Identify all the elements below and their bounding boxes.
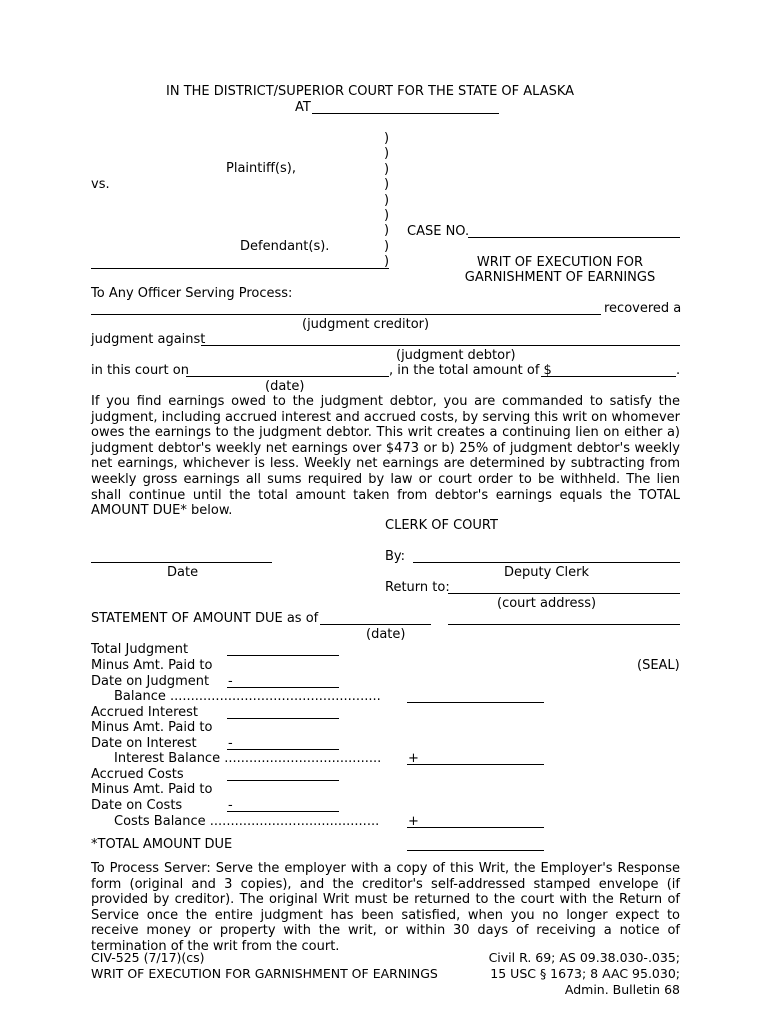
at-blank-line[interactable] [312,113,499,114]
paid-on-judgment-line[interactable] [227,687,339,688]
document-title-line1: WRIT OF EXECUTION FOR [476,255,644,270]
judgment-creditor-caption: (judgment creditor) [302,317,430,332]
document-title-line2: GARNISHMENT OF EARNINGS [464,270,656,285]
minus-paid-judgment-label: Minus Amt. Paid to [91,658,213,673]
total-amount-line[interactable] [541,376,676,377]
return-to-line[interactable] [448,593,680,594]
court-title: IN THE DISTRICT/SUPERIOR COURT FOR THE STATE OF ALASKA [166,84,575,99]
defendant-label: Defendant(s). [240,239,330,254]
citation-line2: 15 USC § 1673; 8 AAC 95.030; [490,966,680,981]
date-on-judgment-label: Date on Judgment [91,674,210,689]
date-caption: Date [167,565,199,580]
judgment-debtor-line[interactable] [201,345,680,346]
minus-sign: - [228,798,233,813]
balance-label: Balance ................................................... [114,689,381,704]
court-address-line[interactable] [448,624,680,625]
in-this-court-on-label: in this court on [91,363,189,378]
minus-sign: - [228,736,233,751]
deputy-clerk-signature-line[interactable] [413,562,680,563]
date-signed-line[interactable] [91,562,272,563]
vs-label: vs. [91,177,110,192]
court-address-caption: (court address) [497,596,597,611]
plus-sign: + [408,751,419,766]
total-amount-due-label: *TOTAL AMOUNT DUE [91,837,233,852]
clerk-of-court-label: CLERK OF COURT [385,518,498,533]
judgment-against-label: judgment against [91,332,206,347]
judgment-date-line[interactable] [186,376,389,377]
accrued-costs-line[interactable] [227,780,339,781]
at-label: AT [295,100,311,115]
interest-balance-line[interactable] [407,764,544,765]
balance-line[interactable] [407,702,544,703]
plus-sign: + [408,814,419,829]
minus-paid-costs-label: Minus Amt. Paid to [91,782,213,797]
deputy-clerk-caption: Deputy Clerk [504,565,589,580]
paid-on-interest-line[interactable] [227,749,339,750]
form-number: CIV-525 (7/17)(cs) [91,950,205,965]
citation-line3: Admin. Bulletin 68 [564,982,680,997]
total-judgment-line[interactable] [227,655,339,656]
paid-on-costs-line[interactable] [227,811,339,812]
judgment-creditor-line[interactable] [91,314,601,315]
statement-date-line[interactable] [320,624,431,625]
defendant-name-line[interactable] [91,268,389,269]
recovered-a-label: recovered a [604,301,682,316]
instructions-paragraph: If you find earnings owed to the judgment debtor, you are commanded to satisfy the judgment, including accrued interest and accrued costs, by serving this writ on whomever owes the earnings to the judgment debtor. This writ creates a continuing lien on either a) judgment debtor's weekly net earnings over $473 or b) 25% of judgment debtor's weekly net earnings, whichever is less. Weekly net earnings are determined by subtracting from weekly gross earnings all sums required by law or court order to be withheld. The lien shall continue until the total amount taken from debtor's earnings equals the TOTAL AMOUNT DUE* below. [91,394,680,519]
minus-paid-interest-label: Minus Amt. Paid to [91,720,213,735]
statement-title: STATEMENT OF AMOUNT DUE as of [91,611,319,626]
date-on-interest-label: Date on Interest [91,736,197,751]
date-on-costs-label: Date on Costs [91,798,183,813]
accrued-interest-line[interactable] [227,718,339,719]
interest-balance-label: Interest Balance ...................................... [114,751,382,766]
case-no-line[interactable] [468,237,680,238]
seal-label: (SEAL) [637,658,680,673]
form-title: WRIT OF EXECUTION FOR GARNISHMENT OF EARNINGS [91,966,438,981]
accrued-interest-label: Accrued Interest [91,705,199,720]
judgment-debtor-caption: (judgment debtor) [396,348,516,363]
total-amount-label: , in the total amount of $ [389,363,552,378]
caption-parentheses: ) ) ) ) ) ) ) ) ) [384,131,390,270]
costs-balance-label: Costs Balance ......................................... [114,814,380,829]
accrued-costs-label: Accrued Costs [91,767,184,782]
by-label: By: [385,549,406,564]
citation-line1: Civil R. 69; AS 09.38.030-.035; [488,950,680,965]
process-server-note: To Process Server: Serve the employer with a copy of this Writ, the Employer's Response form (original and 3 copies), and the creditor's self-addressed stamped envelope (if provided by creditor). The original Writ must be returned to the court with the Return of Service once the entire judgment has been satisfied, when you no longer expect to receive money or property with the writ, or within 30 days of receiving a notice of termination of the writ from the court. [91,861,680,954]
judgment-date-caption: (date) [265,379,305,394]
costs-balance-line[interactable] [407,827,544,828]
case-no-label: CASE NO. [407,224,470,239]
total-judgment-label: Total Judgment [91,642,189,657]
return-to-label: Return to: [385,580,450,595]
total-amount-due-line[interactable] [407,850,544,851]
to-officer-label: To Any Officer Serving Process: [91,286,293,301]
sentence-period: . [676,363,681,378]
minus-sign: - [228,674,233,689]
plaintiff-label: Plaintiff(s), [226,161,296,176]
statement-date-caption: (date) [366,627,406,642]
